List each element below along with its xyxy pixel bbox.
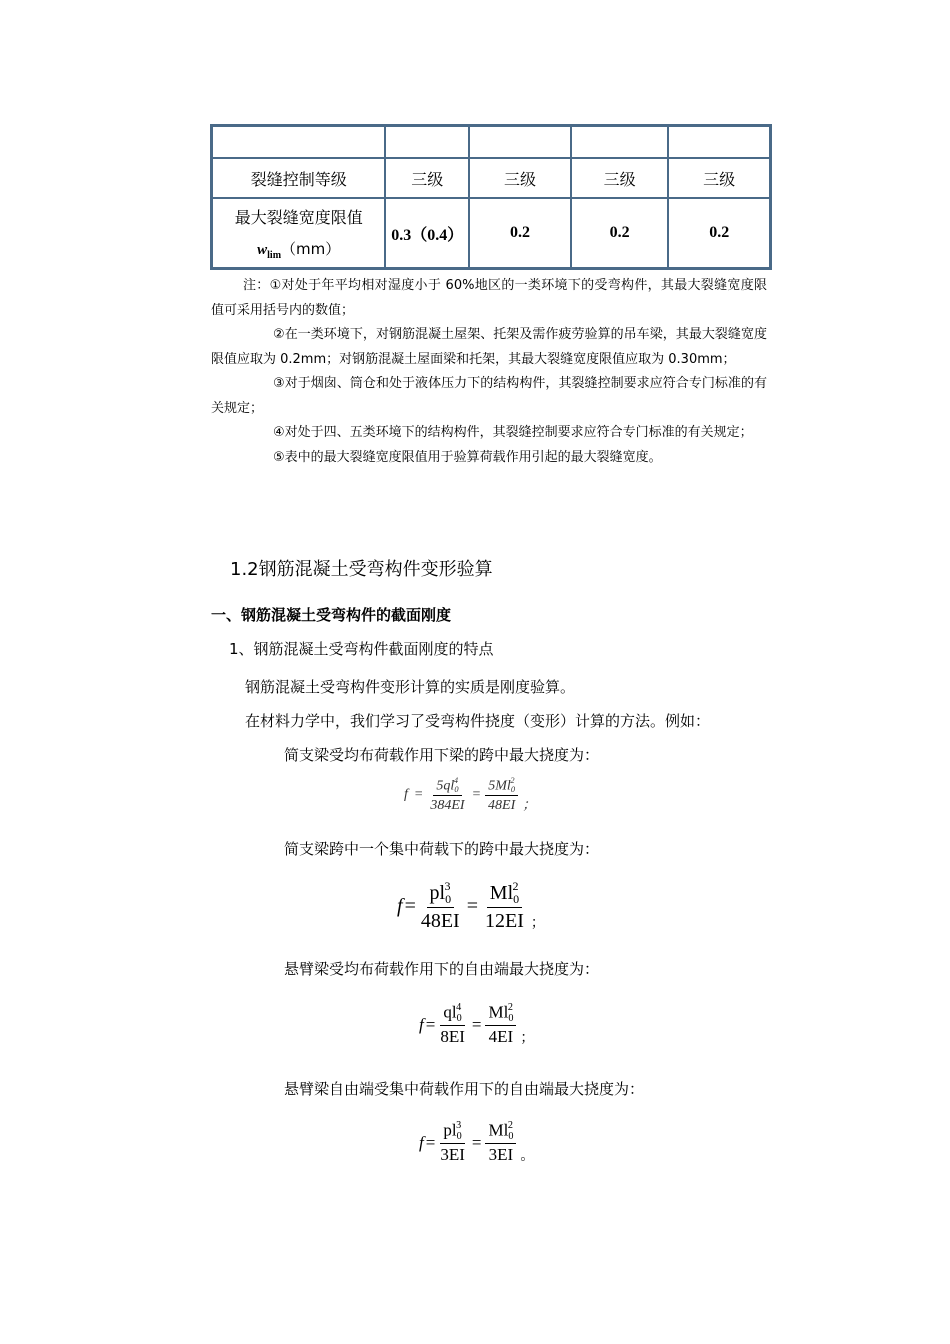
paragraph-2: 在材料力学中，我们学习了受弯构件挠度（变形）计算的方法。例如： (245, 712, 711, 730)
row-label-grade: 裂缝控制等级 (212, 158, 385, 198)
num-sup: 4 (453, 776, 459, 785)
note-5: ⑤表中的最大裂缝宽度限值用于验算荷载作用引起的最大裂缝宽度。 (273, 449, 662, 465)
denominator: 48EI (420, 910, 460, 933)
num-base: pl (443, 1120, 457, 1140)
equals-sign: = (404, 894, 416, 917)
formula-end-punct: ； (520, 1030, 535, 1047)
num-sup: 3 (456, 1120, 462, 1131)
numerator (427, 880, 455, 908)
table-cell (571, 126, 669, 158)
row-label-width (212, 198, 385, 268)
formula-cantilever-point (419, 1120, 534, 1165)
section-title: 1.2钢筋混凝土受弯构件变形验算 (230, 559, 493, 580)
numerator (485, 776, 518, 796)
equals-sign: = (413, 786, 424, 802)
fraction (485, 1120, 516, 1165)
table-cell: 三级 (469, 158, 571, 198)
fraction (437, 1120, 468, 1165)
fraction (437, 1002, 468, 1047)
num-sub: 0 (508, 1131, 514, 1143)
paragraph-6: 悬臂梁自由端受集中荷载作用下的自由端最大挠度为： (284, 1080, 645, 1098)
wlim-base: w (257, 242, 268, 258)
equals-sign: = (425, 1132, 436, 1152)
num-base: Ml (489, 882, 514, 904)
fraction (418, 880, 463, 932)
paragraph-3: 简支梁受均布荷载作用下梁的跨中最大挠度为： (284, 746, 600, 764)
paragraph-5: 悬臂梁受均布荷载作用下的自由端最大挠度为： (284, 960, 600, 978)
row-label-width-line1: 最大裂缝宽度限值 (234, 208, 363, 227)
denominator: 384EI (430, 798, 465, 814)
num-sub: 0 (456, 1131, 462, 1143)
table-cell: 0.2 (668, 198, 770, 268)
formula-lhs: f (404, 786, 408, 802)
num-base: Ml (488, 1002, 509, 1022)
formula-end-punct: ； (530, 915, 545, 932)
formula-simply-supported-uniform (404, 776, 536, 814)
num-base: 5ql (436, 778, 455, 794)
table-cell: 三级 (385, 158, 469, 198)
equals-sign: = (471, 1132, 482, 1152)
num-sub: 0 (513, 892, 520, 907)
table-cell (212, 126, 385, 158)
num-sup: 2 (510, 776, 515, 785)
numerator (487, 880, 522, 908)
formula-lhs: f (419, 1014, 424, 1034)
fraction (485, 776, 518, 814)
num-base: Ml (488, 1120, 509, 1140)
formula-end-punct: 。 (520, 1148, 535, 1165)
num-base: ql (443, 1002, 457, 1022)
num-sub: 0 (456, 1013, 462, 1025)
crack-limit-table (210, 124, 772, 270)
denominator: 4EI (488, 1027, 514, 1047)
equals-sign: = (471, 1014, 482, 1034)
fraction (427, 776, 467, 814)
num-sub: 0 (445, 892, 452, 907)
denominator: 8EI (440, 1027, 465, 1047)
numerator (485, 1002, 516, 1026)
fraction (485, 1002, 516, 1047)
table-row-width (212, 198, 770, 268)
formula-simply-supported-point (397, 880, 545, 932)
paragraph-1: 钢筋混凝土受弯构件变形计算的实质是刚度验算。 (245, 678, 576, 696)
equals-sign: = (466, 894, 479, 917)
denominator: 3EI (488, 1145, 514, 1165)
table-row-grade (212, 158, 770, 198)
num-sup: 3 (444, 879, 451, 893)
numerator (433, 776, 461, 796)
table-cell: 0.2 (469, 198, 571, 268)
table-row-header (212, 126, 770, 158)
num-sup: 2 (507, 1120, 513, 1131)
formula-lhs: f (419, 1132, 424, 1152)
paragraph-4: 简支梁跨中一个集中荷载下的跨中最大挠度为： (284, 840, 600, 858)
equals-sign: = (425, 1014, 436, 1034)
formula-lhs: f (397, 894, 403, 917)
table-cell (469, 126, 571, 158)
subsection-heading: 一、钢筋混凝土受弯构件的截面刚度 (211, 606, 452, 624)
formula-cantilever-uniform (419, 1002, 534, 1047)
numerator (485, 1120, 516, 1144)
note-3: ③对于烟囱、筒仓和处于液体压力下的结构构件，其裂缝控制要求应符合专门标准的有关规定； (211, 376, 767, 416)
table-cell: 0.3（0.4） (385, 198, 469, 268)
num-sub: 0 (508, 1013, 514, 1025)
note-1: 注：①对处于年平均相对湿度小于 60%地区的一类环境下的受弯构件，其最大裂缝宽度限值可采用括号内的数值； (211, 278, 767, 318)
note-2: ②在一类环境下，对钢筋混凝土屋架、托架及需作疲劳验算的吊车梁，其最大裂缝宽度限值应取为 0.2mm；对钢筋混凝土屋面梁和托架，其最大裂缝宽度限值应取为 0.30mm； (211, 327, 767, 367)
num-sup: 2 (512, 879, 519, 893)
table-cell (668, 126, 770, 158)
wlim-sub: lim (267, 250, 282, 261)
num-sup: 2 (507, 1002, 513, 1013)
equals-sign: = (471, 786, 482, 802)
numerator (440, 1120, 464, 1144)
row-label-width-line2 (213, 238, 384, 261)
numerator (440, 1002, 464, 1026)
num-base: 5Ml (488, 778, 511, 794)
table-cell (385, 126, 469, 158)
table-notes (211, 274, 767, 470)
unit-label: （mm） (281, 240, 341, 258)
formula-end-punct: ； (522, 796, 537, 813)
note-4: ④对处于四、五类环境下的结构构件，其裂缝控制要求应符合专门标准的有关规定； (273, 425, 753, 440)
wlim-symbol (257, 242, 282, 261)
fraction (482, 880, 527, 932)
num-sup: 4 (456, 1002, 462, 1013)
subsubsection-heading: 1、钢筋混凝土受弯构件截面刚度的特点 (229, 640, 494, 658)
denominator: 12EI (485, 910, 524, 933)
denominator: 48EI (488, 798, 516, 814)
num-sub: 0 (454, 785, 459, 795)
table-cell: 0.2 (571, 198, 669, 268)
denominator: 3EI (440, 1145, 465, 1165)
table-cell: 三级 (571, 158, 669, 198)
table-cell: 三级 (668, 158, 770, 198)
num-base: pl (429, 882, 446, 904)
num-sub: 0 (510, 785, 515, 795)
